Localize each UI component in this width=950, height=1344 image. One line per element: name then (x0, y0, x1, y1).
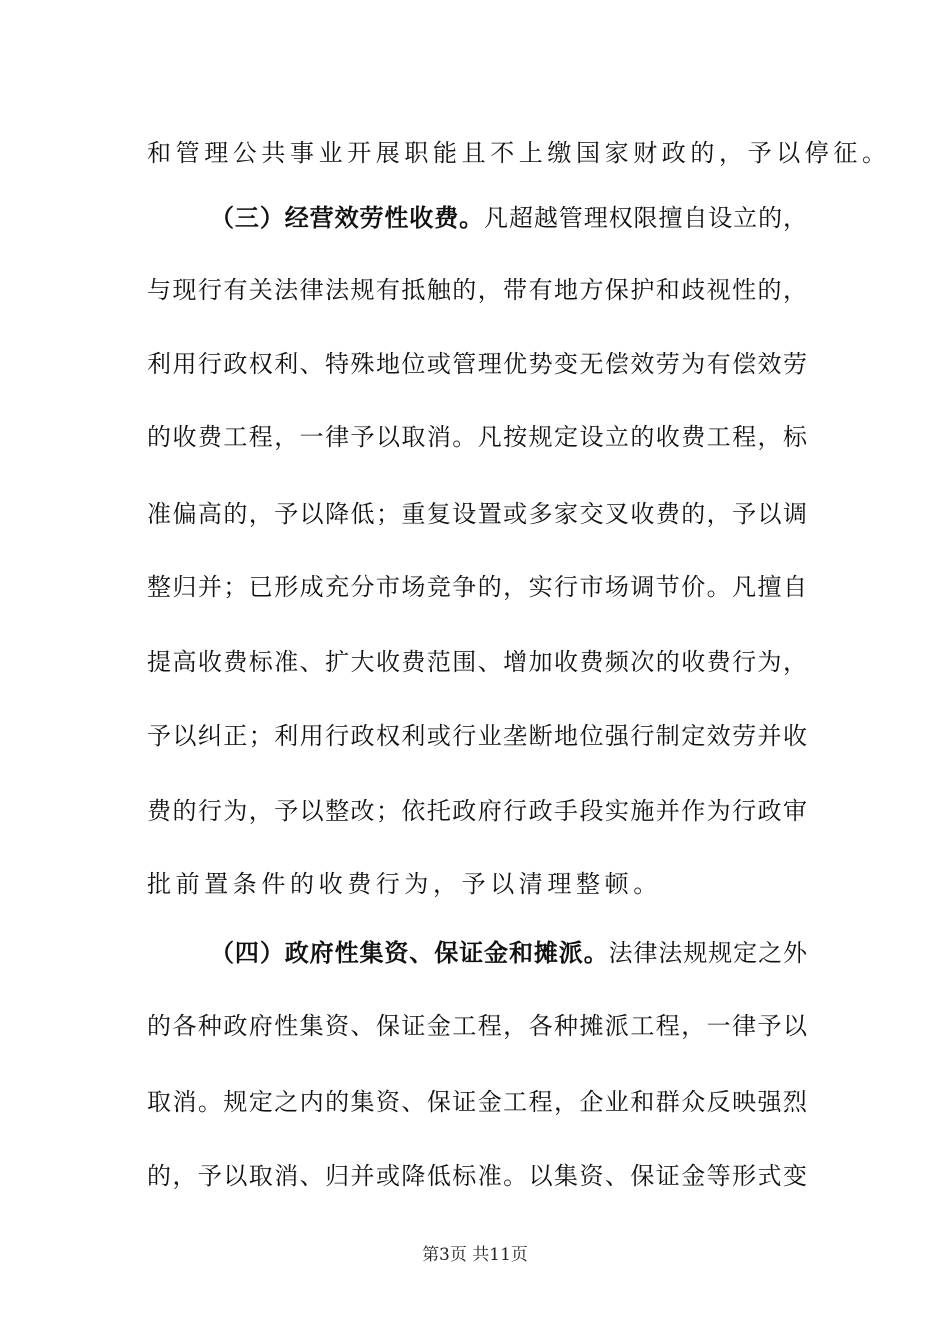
paragraph-line: 整归并；已形成充分市场竞争的，实行市场调节价。凡擅自 (147, 573, 807, 601)
paragraph-line: 和管理公共事业开展职能且不上缴国家财政的，予以停征。 (147, 139, 891, 167)
paragraph-line: 的各种政府性集资、保证金工程，各种摊派工程，一律予以 (147, 1012, 807, 1040)
paragraph-line: 提高收费标准、扩大收费范围、增加收费频次的收费行为， (147, 648, 807, 676)
section-3-text: 凡超越管理权限擅自设立的， (484, 204, 808, 232)
section-4-line (210, 936, 807, 970)
paragraph-line: 费的行为，予以整改；依托政府行政手段实施并作为行政审 (147, 797, 807, 825)
paragraph-line: 予以纠正；利用行政权利或行业垄断地位强行制定效劳并收 (147, 722, 807, 750)
page-footer: 第3页 共11页 (422, 1245, 528, 1265)
paragraph-line: 取消。规定之内的集资、保证金工程，企业和群众反映强烈 (147, 1088, 807, 1116)
paragraph-line: 准偏高的，予以降低；重复设置或多家交叉收费的，予以调 (147, 500, 807, 528)
section-3-line (210, 201, 807, 235)
paragraph-line: 的收费工程，一律予以取消。凡按规定设立的收费工程，标 (147, 423, 807, 451)
paragraph-line: 的，予以取消、归并或降低标准。以集资、保证金等形式变 (147, 1162, 807, 1190)
paragraph-line: 与现行有关法律法规有抵触的，带有地方保护和歧视性的， (147, 276, 807, 304)
paragraph-line: 利用行政权利、特殊地位或管理优势变无偿效劳为有偿效劳 (147, 350, 807, 378)
section-3-heading: （三）经营效劳性收费。 (210, 204, 485, 232)
section-4-heading: （四）政府性集资、保证金和摊派。 (210, 939, 609, 967)
paragraph-line: 批前置条件的收费行为，予以清理整顿。 (147, 870, 662, 898)
section-4-text: 法律法规规定之外 (608, 939, 808, 967)
